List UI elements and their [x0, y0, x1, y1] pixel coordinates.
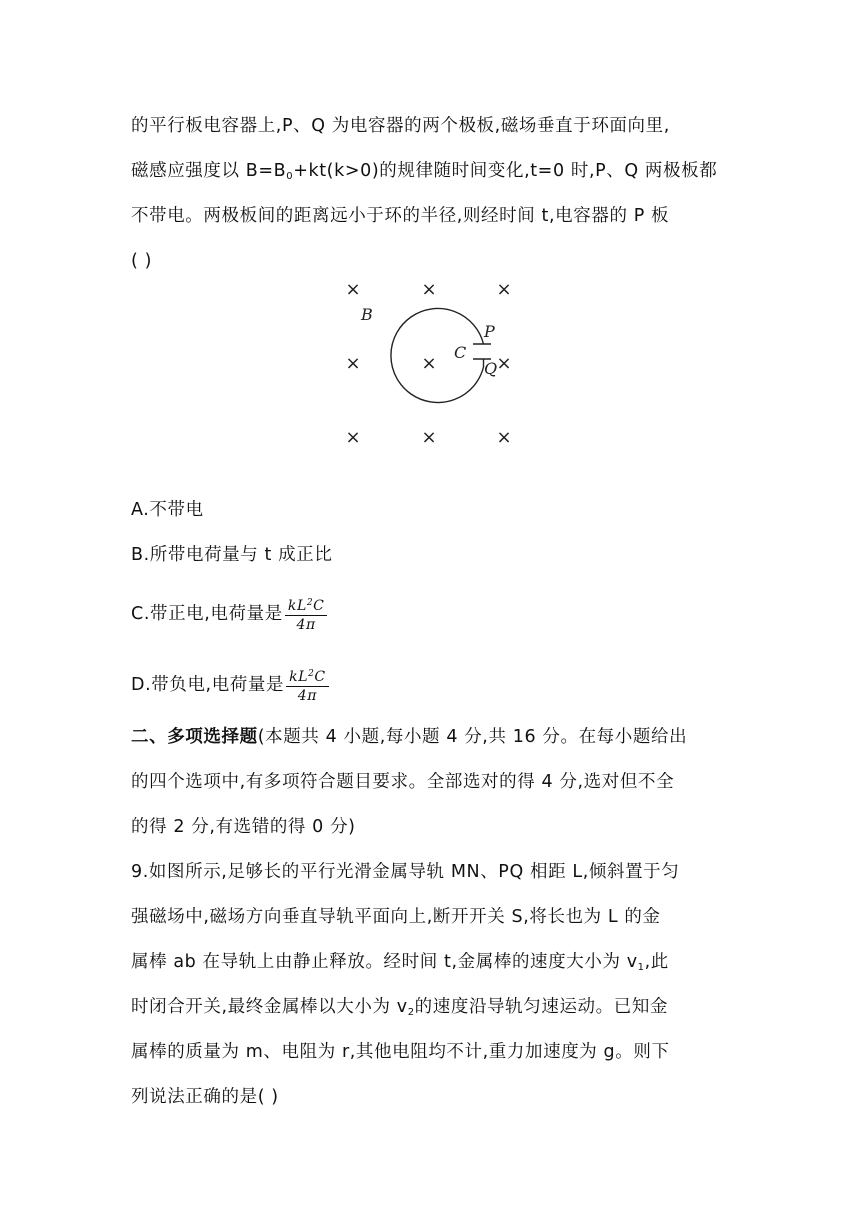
ring-capacitor-figure [330, 275, 530, 455]
q9-line-1: 9.如图所示,足够长的平行光滑金属导轨 MN、PQ 相距 L,倾斜置于匀 [131, 862, 680, 882]
field-cross: × [421, 353, 437, 374]
option-a: A.不带电 [131, 500, 204, 520]
field-cross: × [421, 279, 437, 300]
label-q: Q [484, 359, 498, 378]
label-p: P [484, 322, 495, 341]
q8-stem-line-2: 磁感应强度以 $B=B_0+kt(k>0)$的规律随时间变化,t=0 时,P、Q 两极板都 [131, 161, 718, 182]
charge-fraction: $\frac{kL^2C}{4\pi}$ [286, 666, 329, 704]
field-cross: × [496, 427, 512, 448]
label-c: C [454, 343, 467, 362]
section-2-title: 二、多项选择题 [131, 727, 258, 747]
label-b: B [361, 305, 373, 324]
q8-stem-line-1: 的平行板电容器上,P、Q 为电容器的两个极板,磁场垂直于环面向里, [131, 116, 670, 136]
q9-line-5: 属棒的质量为 m、电阻为 r,其他电阻均不计,重力加速度为 g。则下 [131, 1042, 670, 1062]
section-2-line-2: 的四个选项中,有多项符合题目要求。全部选对的得 4 分,选对但不全 [131, 772, 675, 792]
q8-stem-line-3: 不带电。两极板间的距离远小于环的半径,则经时间 t,电容器的 P 板 [131, 206, 670, 226]
section-2-line-1: 二、多项选择题(本题共 4 小题,每小题 4 分,共 16 分。在每小题给出 [131, 727, 688, 747]
field-cross: × [496, 353, 512, 374]
section-2-line-3: 的得 2 分,有选错的得 0 分) [131, 817, 356, 837]
charge-fraction: $\frac{kL^2C}{4\pi}$ [285, 595, 328, 633]
option-c: C.带正电,电荷量是 $\frac{kL^2C}{4\pi}$ [131, 595, 731, 633]
option-b: B.所带电荷量与 t 成正比 [131, 545, 333, 565]
q9-line-6: 列说法正确的是( ) [131, 1087, 279, 1107]
field-cross: × [345, 427, 361, 448]
q9-line-2: 强磁场中,磁场方向垂直导轨平面向上,断开开关 S,将长也为 L 的金 [131, 907, 661, 927]
field-cross: × [345, 353, 361, 374]
field-cross: × [496, 279, 512, 300]
q9-line-3: 属棒 ab 在导轨上由静止释放。经时间 t,金属棒的速度大小为 $v_1$,此 [131, 952, 669, 973]
conducting-ring [391, 309, 484, 403]
field-cross: × [345, 279, 361, 300]
q8-stem-line-4: ( ) [131, 251, 153, 271]
option-d: D.带负电,电荷量是 $\frac{kL^2C}{4\pi}$ [131, 666, 731, 704]
field-cross: × [421, 427, 437, 448]
q9-line-4: 时闭合开关,最终金属棒以大小为 $v_2$的速度沿导轨匀速运动。已知金 [131, 997, 669, 1018]
